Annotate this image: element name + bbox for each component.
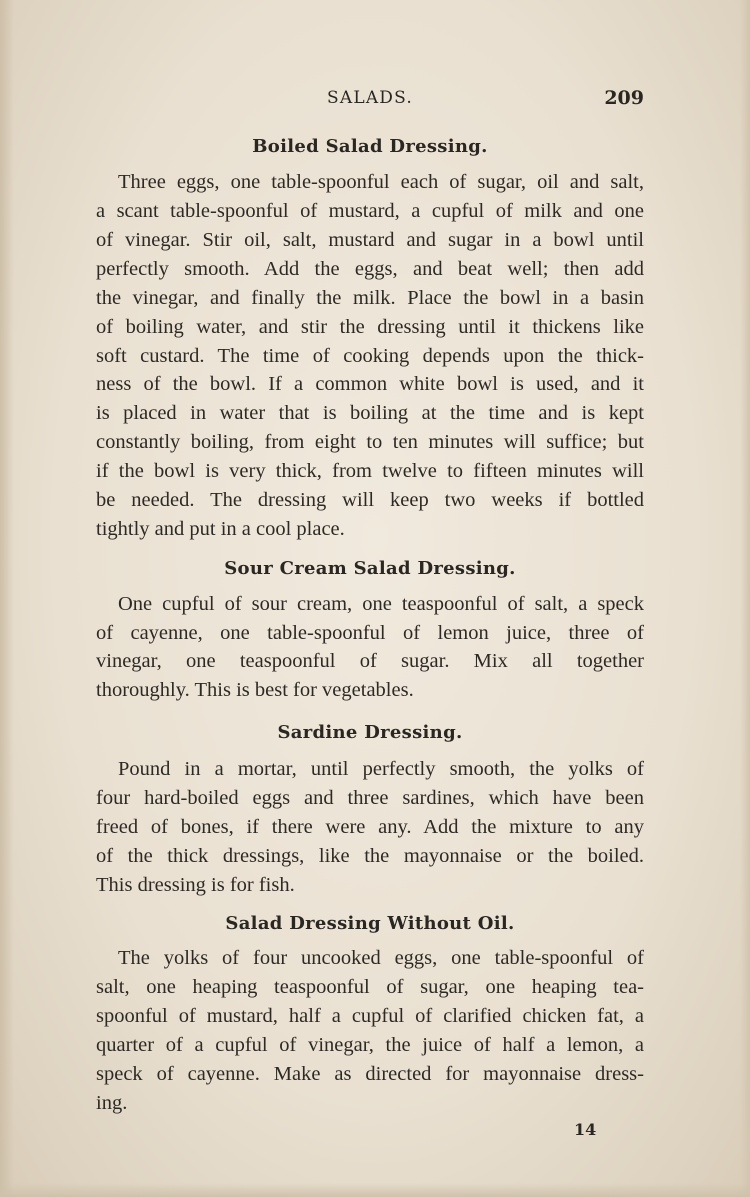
- paragraph-line: of vinegar. Stir oil, salt, mustard and sugar in a bowl until: [96, 229, 644, 251]
- signature-mark: 14: [574, 1120, 597, 1139]
- paragraph-line: thoroughly. This is best for vegetables.: [96, 679, 414, 701]
- paragraph-line: spoonful of mustard, half a cupful of clarified chicken fat, a: [96, 1005, 644, 1027]
- paragraph-line: This dressing is for fish.: [96, 874, 295, 896]
- running-head: [96, 86, 644, 110]
- page-edge-shadow-left: [0, 0, 14, 1197]
- paragraph-line: salt, one heaping teaspoonful of sugar, one heaping tea-: [96, 976, 644, 998]
- paragraph-line: be needed. The dressing will keep two weeks if bottled: [96, 489, 644, 511]
- paragraph-line: Pound in a mortar, until perfectly smooth, the yolks of: [118, 758, 644, 780]
- paragraph-line: the vinegar, and finally the milk. Place the bowl in a basin: [96, 287, 644, 309]
- paragraph-line: of the thick dressings, like the mayonnaise or the boiled.: [96, 845, 644, 867]
- paragraph-line: quarter of a cupful of vinegar, the juice of half a lemon, a: [96, 1034, 644, 1056]
- paragraph-line: speck of cayenne. Make as directed for mayonnaise dress-: [96, 1063, 644, 1085]
- paragraph-line: if the bowl is very thick, from twelve to fifteen minutes will: [96, 460, 644, 482]
- section-title-sardine-dressing: Sardine Dressing.: [277, 722, 463, 743]
- paragraph-line: tightly and put in a cool place.: [96, 518, 345, 540]
- running-title: SALADS.: [327, 88, 413, 108]
- paragraph-line: Three eggs, one table-spoonful each of sugar, oil and salt,: [118, 171, 644, 193]
- page-number: 209: [604, 87, 644, 109]
- paragraph-line: constantly boiling, from eight to ten minutes will suffice; but: [96, 431, 644, 453]
- paragraph-line: vinegar, one teaspoonful of sugar. Mix all together: [96, 650, 644, 672]
- paragraph-line: One cupful of sour cream, one teaspoonful of salt, a speck: [118, 593, 644, 615]
- paragraph-line: soft custard. The time of cooking depends upon the thick-: [96, 345, 644, 367]
- page-edge-shadow-bottom: [0, 1183, 750, 1197]
- paragraph-line: is placed in water that is boiling at the time and is kept: [96, 402, 644, 424]
- section-title-salad-dressing-without-oil: Salad Dressing Without Oil.: [225, 913, 515, 934]
- paragraph-line: ness of the bowl. If a common white bowl is used, and it: [96, 373, 644, 395]
- section-title-boiled-salad-dressing: Boiled Salad Dressing.: [252, 136, 488, 157]
- page-edge-shadow-right: [740, 0, 750, 1197]
- paragraph-line: The yolks of four uncooked eggs, one table-spoonful of: [118, 947, 644, 969]
- paragraph-line: ing.: [96, 1092, 128, 1114]
- section-title-sour-cream-salad-dressing: Sour Cream Salad Dressing.: [224, 558, 516, 579]
- paragraph-line: perfectly smooth. Add the eggs, and beat well; then add: [96, 258, 644, 280]
- paragraph-line: four hard-boiled eggs and three sardines, which have been: [96, 787, 644, 809]
- paragraph-line: of cayenne, one table-spoonful of lemon juice, three of: [96, 622, 644, 644]
- paragraph-line: freed of bones, if there were any. Add the mixture to any: [96, 816, 644, 838]
- paragraph-line: a scant table-spoonful of mustard, a cupful of milk and one: [96, 200, 644, 222]
- paragraph-line: of boiling water, and stir the dressing until it thickens like: [96, 316, 644, 338]
